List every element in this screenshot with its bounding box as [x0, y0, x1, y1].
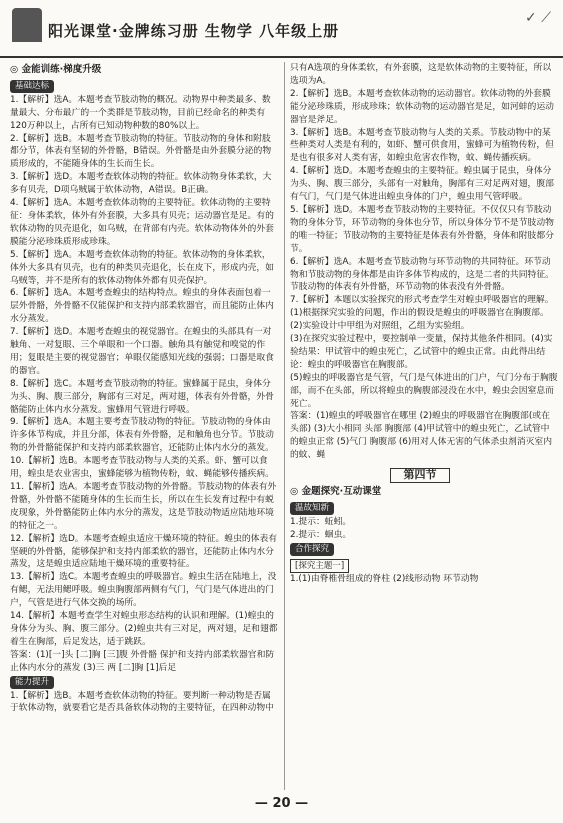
- right-column: [290, 62, 558, 586]
- answer-item: 1.提示：蚯蚓。: [290, 516, 352, 527]
- answer-item: 3.【解析】选D。本题考查软体动物的特征。软体动物身体柔软，大多有贝壳，D项乌贼属于软体动物，A错误。B正确。: [10, 172, 272, 196]
- answer-item: 10.【解析】选B。本题考查节肢动物与人类的关系。虾、蟹可以食用，蝗虫是农业害虫，蜜蜂能够为植物传粉，蚊、蝇能够传播疾病。: [10, 456, 274, 480]
- column-divider: [284, 62, 285, 790]
- answer-item: 8.【解析】选C。本题考查节肢动物的特征。蜜蜂属于昆虫，身体分为头、胸、腹三部分，胸部有三对足，两对翅，体表有外骨骼，外骨骼能防止体内水分蒸发。蜜蜂用气管进行呼吸。: [10, 378, 274, 415]
- page-title: 阳光课堂·金牌练习册 生物学 八年级上册: [48, 22, 340, 40]
- section-badge: 能力提升: [10, 676, 54, 689]
- section-badge: 温故知新: [290, 502, 334, 515]
- answer-item: 2.【解析】选B。本题考查软体动物的运动器官。软体动物的外套膜能分泌珍珠质，形成珍珠；软体动物的运动器官是足，如河蚌的运动器官是斧足。: [290, 88, 554, 125]
- section-heading: ◎ 金能训练·梯度升级: [10, 64, 102, 75]
- answer-item: 答案：(1)蝗虫的呼吸器官在哪里 (2)蝗虫的呼吸器官在胸腹部(或在头部) (3)大小相同 头部 胸腹部 (4)甲试管中的蝗虫死亡，乙试管中的蝗虫正常 (5)气门 胸腹部 (6)用对人体无害的气体杀虫剂消灭室内的蚊、蝇: [290, 411, 553, 461]
- left-column: [10, 62, 278, 715]
- answer-item: 2.【解析】选B。本题考查节肢动物的特征。节肢动物的身体和附肢都分节，体表有坚韧的外骨骼，B错误。外骨骼是由外套膜分泌的物质形成的，不能随身体的生长而生长。: [10, 133, 272, 170]
- answer-item: 答案：(1)[一]头 [二]胸 [三]腹 外骨骼 保护和支持内部柔软器官和防止体内水分的蒸发 (3)三 两 [二]胸 [1]后足: [10, 649, 275, 673]
- answer-item: 9.【解析】选A。本题主要考查节肢动物的特征。节肢动物的身体由许多体节构成，并且分部，体表有外骨骼，足和触角也分节。节肢动物的外骨骼能保护和支持内部柔软器官，还能防止体内水分的蒸发。: [10, 417, 274, 454]
- answer-item: 7.【解析】选D。本题考查蝗虫的视觉器官。在蝗虫的头部具有一对触角、一对复眼、三个单眼和一个口器。触角具有触觉和嗅觉的作用；复眼是主要的视觉器官；单眼仅能感知光线的强弱；口器是取食的器官。: [10, 327, 274, 376]
- answer-item: 11.【解析】选A。本题考查节肢动物的外骨骼。节肢动物的体表有外骨骼，外骨骼不能随身体的生长而生长，所以在生长发育过程中有蜕皮现象，外骨骼能防止体内水分的蒸发，这是节肢动物适应陆地环境的特征之一。: [10, 482, 277, 531]
- header: [0, 0, 563, 58]
- section-heading: ◎ 金题探究·互动课堂: [290, 486, 382, 497]
- answer-item: 4.【解析】选A。本题考查软体动物的主要特征。软体动物的主要特征：身体柔软，体外有外套膜，大多具有贝壳；运动器官是足。有的软体动物的贝壳退化，如乌贼，在背部有内壳。软体动物体外的外套膜能分泌珍珠质形成珍珠。: [10, 198, 274, 247]
- logo-icon: [12, 8, 42, 42]
- answer-item: 13.【解析】选C。本题考查蝗虫的呼吸器官。蝗虫生活在陆地上，没有鳃，无法用鳃呼吸。蝗虫胸腹部两侧有气门，气门是气体进出的门户，气管是进行气体交换的场所。: [10, 572, 277, 609]
- answer-item: 14.【解析】本题考查学生对蝗虫形态结构的认识和理解。(1)蝗虫的身体分为头、胸、腹三部分。(2)蝗虫共有三对足，两对翅，足和翅都着生在胸部，后足发达，适于跳跃。: [10, 611, 278, 647]
- answer-item: 3.【解析】选B。本题考查节肢动物与人类的关系。节肢动物中的某些种类对人类是有利的，如虾、蟹可供食用，蜜蜂可为植物传粉，但是也有很多对人类有害，如蝗虫危害农作物，蚊、蝇传播疾病。: [290, 127, 554, 164]
- answer-item: 5.【解析】选D。本题考查节肢动物的主要特征。不仅仅只有节肢动物的身体分节，环节动物的身体也分节，所以身体分节不是节肢动物的唯一特征；节肢动物的主要特征是体表有外骨骼，身体和附肢都分节。: [290, 204, 554, 254]
- section-title: 第四节: [390, 468, 450, 483]
- decor-icon: ✓ ⟋: [525, 10, 551, 26]
- answer-item: (5)蝗虫的呼吸器官是气管，气门是气体进出的门户，气门分布于胸腹部，而不在头部，所以将蝗虫的胸腹部浸没在水中，蝗虫会因窒息而死亡。: [290, 372, 558, 409]
- answer-item: 12.【解析】选D。本题考查蝗虫适应干燥环境的特征。蝗虫的体表有坚硬的外骨骼，能够保护和支持内部柔软的器官，还能防止体内水分蒸发，这是蝗虫适应陆地干燥环境的重要特征。: [10, 533, 278, 570]
- answer-item: (3)在探究实验过程中，要控制单一变量，保持其他条件相同。(4)实验结果：甲试管中的蝗虫死亡，乙试管中的蝗虫正常。由此得出结论：蝗虫的呼吸器官在胸腹部。: [290, 334, 553, 370]
- answer-item: 4.【解析】选D。本题考查蝗虫的主要特征。蝗虫属于昆虫，身体分为头、胸、腹三部分，头部有一对触角，胸部有三对足两对翅，腹部有气门，气门是气体进出蝗虫身体的门户，蝗虫用气管呼吸。: [290, 166, 554, 203]
- answer-item: 2.提示：蛔虫。: [290, 529, 352, 540]
- answer-item: 7.【解析】本题以实验探究的形式考查学生对蝗虫呼吸器官的理解。(1)根据探究实验的问题，作出的假设是蝗虫的呼吸器官在胸腹部。(2)实验设计中甲组为对照组，乙组为实验组。: [290, 295, 554, 332]
- answer-item: 5.【解析】选A。本题考查软体动物的特征。软体动物的身体柔软，体外大多具有贝壳，也有的种类贝壳退化，长在皮下，形成内壳，如乌贼等，并不是所有的软体动物体外都有贝壳保护。: [10, 249, 274, 286]
- section-badge: 合作探究: [290, 543, 334, 556]
- answer-item: 1.【解析】选A。本题考查节肢动物的概况。动物界中种类最多、数量最大、分布最广的一个类群是节肢动物，目前已经命名的种类有120万种以上，占所有已知动物种数的80%以上。: [10, 94, 271, 131]
- answer-item: 只有A选项的身体柔软，有外套膜，这是软体动物的主要特征，所以选项为A。: [290, 63, 552, 86]
- topic-box: [探究主题一]: [290, 559, 349, 574]
- answer-item: 1.(1)由脊椎骨组成的脊柱 (2)线形动物 环节动物: [290, 574, 479, 585]
- answer-item: 6.【解析】选A。本题考查蝗虫的结构特点。蝗虫的身体表面包着一层外骨骼，外骨骼不仅能保护和支持内部柔软器官，而且能防止体内水分蒸发。: [10, 288, 274, 325]
- section-badge: 基础达标: [10, 80, 54, 93]
- answer-item: 6.【解析】选A。本题考查节肢动物与环节动物的共同特征。环节动物和节肢动物的身体都是由许多体节构成的，这是二者的共同特征。节肢动物的体表有外骨骼，环节动物的体表没有外骨骼。: [290, 256, 554, 293]
- answer-item: 1.【解析】选B。本题考查软体动物的特征。要判断一种动物是否属于软体动物，就要看它是否具备软体动物的主要特征，在四种动物中: [10, 690, 274, 714]
- page-number: — 20 —: [254, 796, 309, 811]
